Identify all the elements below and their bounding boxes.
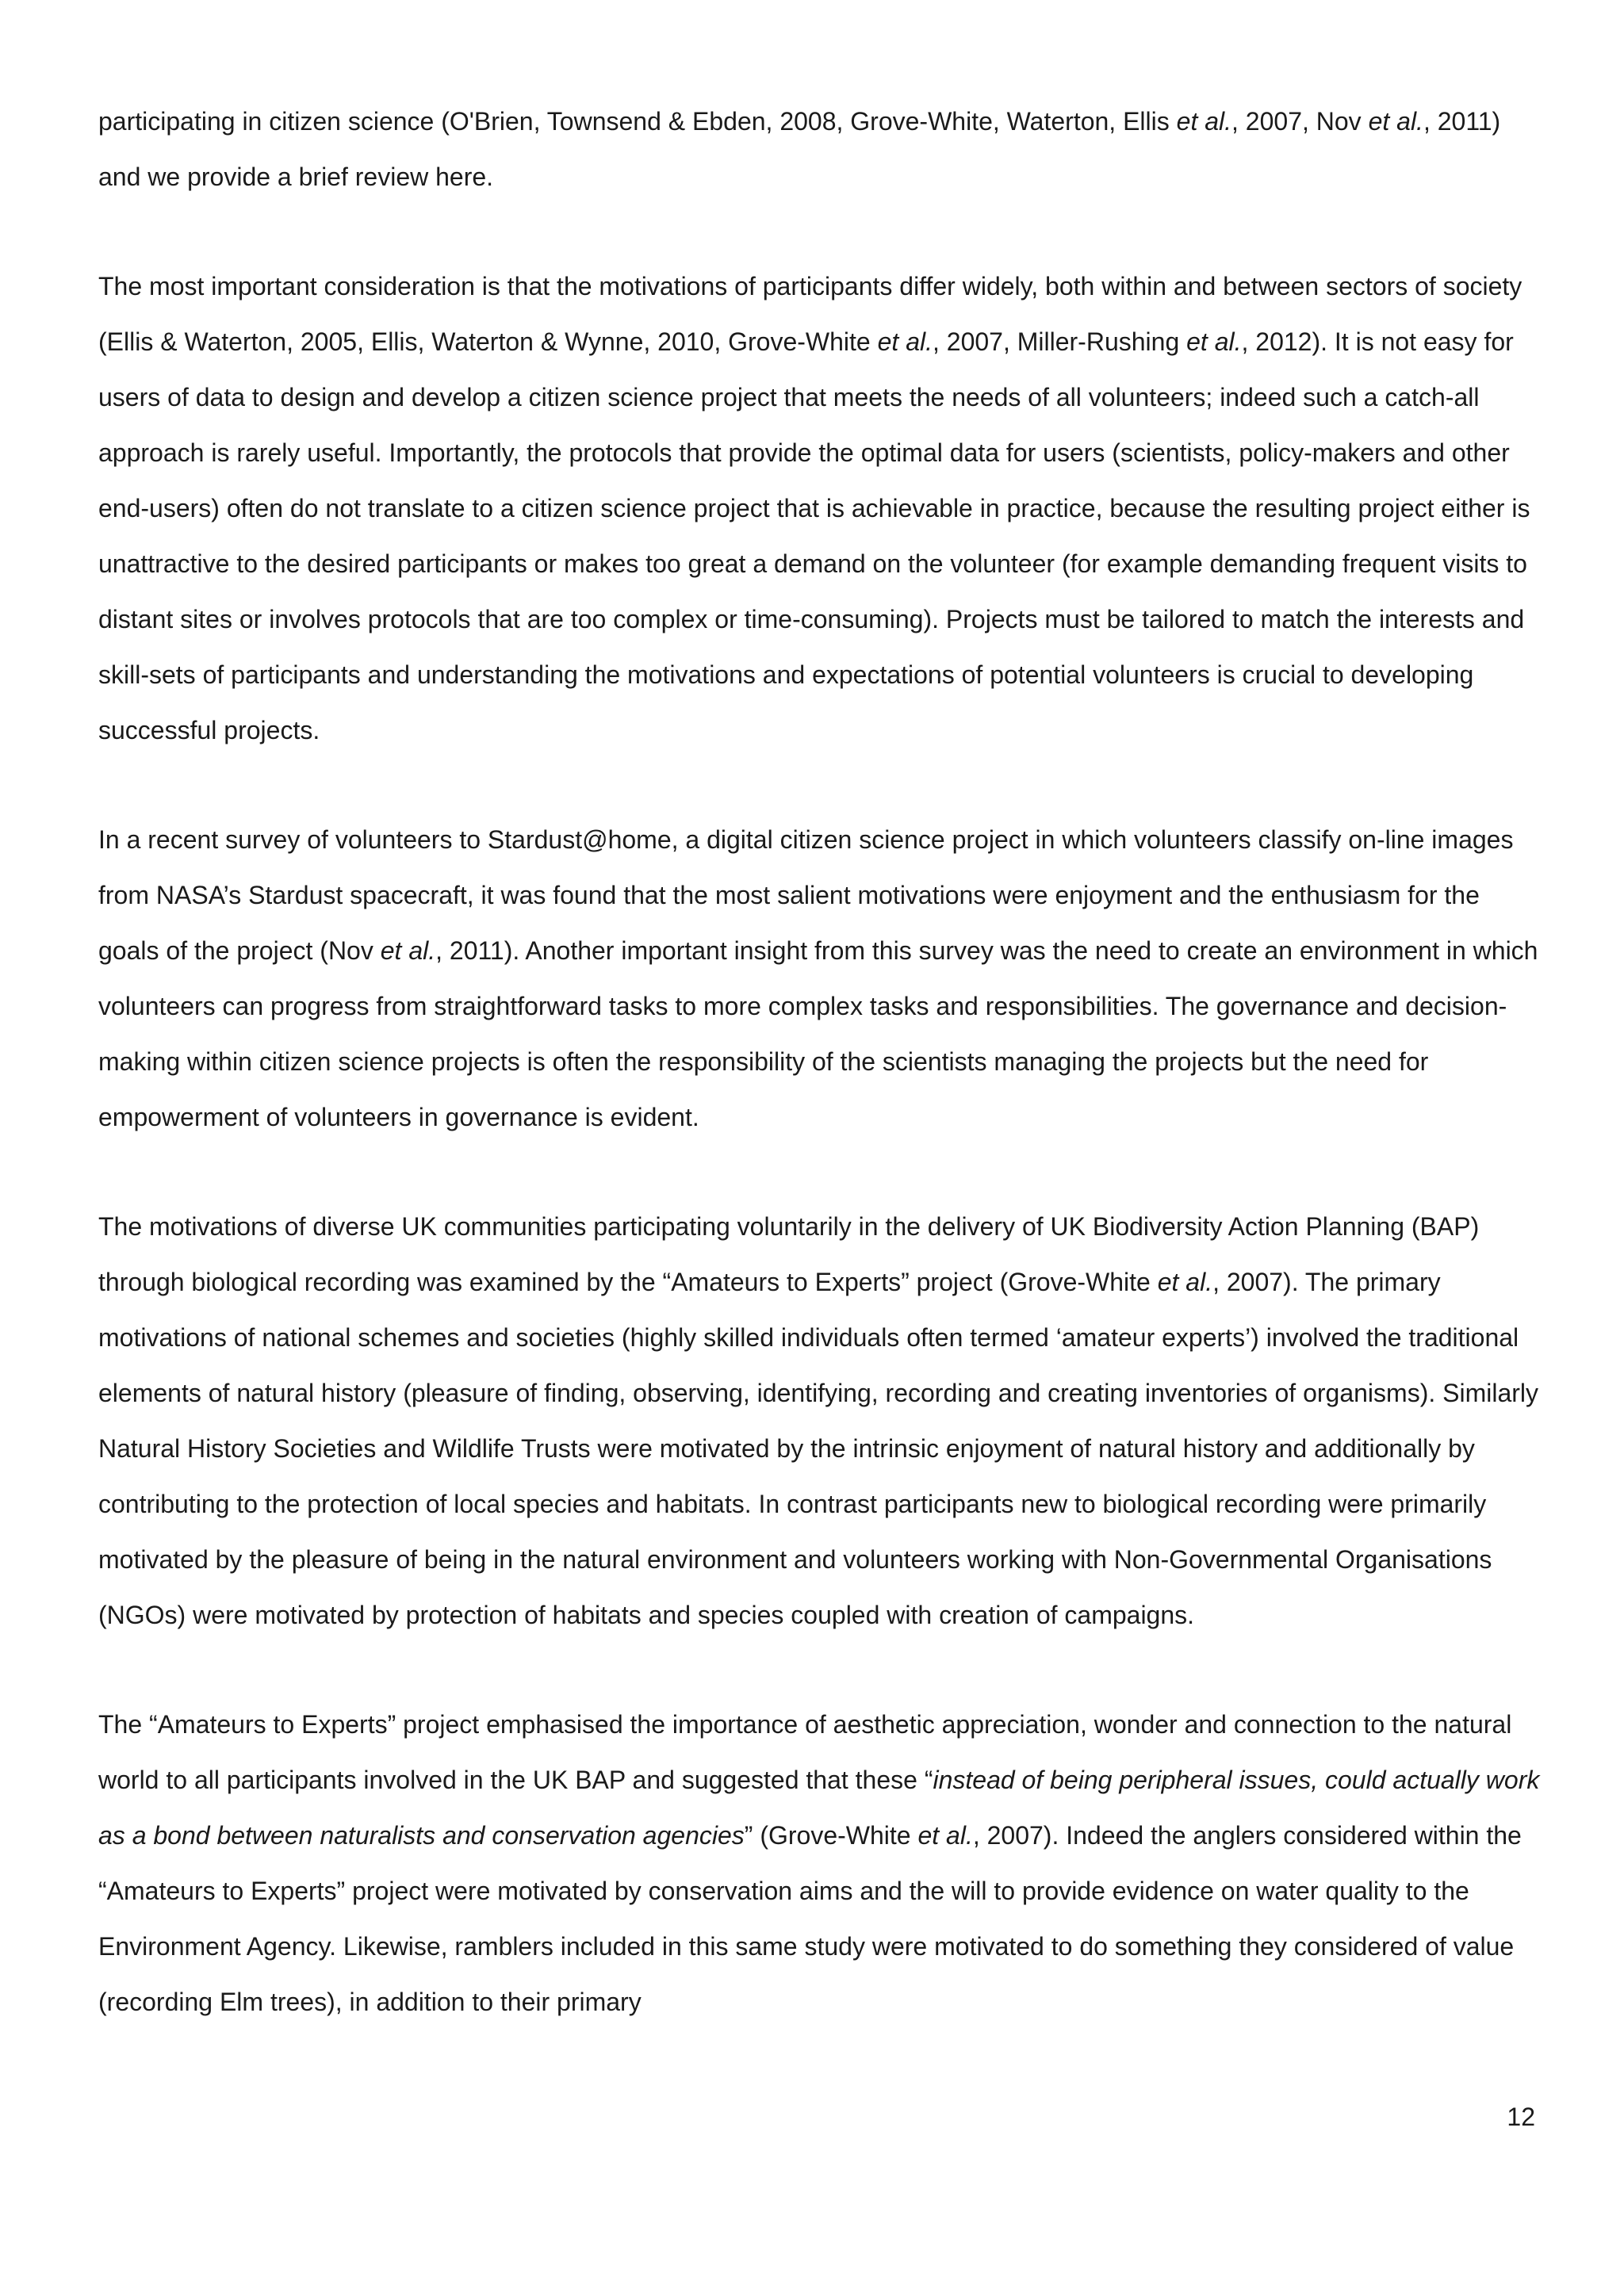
italic-text: et al. <box>1157 1268 1213 1296</box>
paragraph <box>98 1697 1546 2030</box>
text-run: , 2011). Another important insight from this survey was the need to create an environment in which volunteers can progress from straightforward tasks to more complex tasks and responsibilities. The governance and decision-making within citizen science projects is often the responsibility of the scientists managing the projects but the need for empowerment of volunteers in governance is evident. <box>98 936 1538 1131</box>
text-run: The “Amateurs to Experts” project emphasised the importance of aesthetic appreciation, wonder and connection to the natural world to all participants involved in the UK BAP and suggested that these “ <box>98 1710 1512 1794</box>
paragraph <box>98 812 1546 1145</box>
text-run: , 2007, Miller-Rushing <box>932 327 1187 356</box>
italic-text: et al. <box>1368 107 1423 136</box>
text-run: ” (Grove-White <box>744 1821 918 1850</box>
text-run: , 2007, Nov <box>1231 107 1369 136</box>
text-run: participating in citizen science (O'Brien, Townsend & Ebden, 2008, Grove-White, Waterton, Ellis <box>98 107 1177 136</box>
italic-text: et al. <box>1176 107 1232 136</box>
italic-text: et al. <box>380 936 436 965</box>
text-run: In a recent survey of volunteers to Stardust@home, a digital citizen science project in which volunteers classify on-line images from NASA’s Stardust spacecraft, it was found that the most salient motivations were enjoyment and the enthusiasm for the goals of the project (Nov <box>98 825 1514 965</box>
text-run: , 2007). The primary motivations of national schemes and societies (highly skilled individuals often termed ‘amateur experts’) involved the traditional elements of natural history (pleasure of finding, observing, identifying, recording and creating inventories of organisms). Similarly Natural History Societies and Wildlife Trusts were motivated by the intrinsic enjoyment of natural history and additionally by contributing to the protection of local species and habitats. In contrast participants new to biological recording were primarily motivated by the pleasure of being in the natural environment and volunteers working with Non-Governmental Organisations (NGOs) were motivated by protection of habitats and species coupled with creation of campaigns. <box>98 1268 1539 1629</box>
italic-text: instead of being peripheral issues, could actually work as a bond between naturalists and conservation agencies <box>98 1766 1540 1850</box>
paragraph <box>98 94 1546 205</box>
document-body <box>98 94 1546 2084</box>
text-run: , 2007). Indeed the anglers considered within the “Amateurs to Experts” project were motivated by conservation aims and the will to provide evidence on water quality to the Environment Agency. Likewise, ramblers included in this same study were motivated to do something they considered of value (recording Elm trees), in addition to their primary <box>98 1821 1522 2016</box>
text-run: The most important consideration is that the motivations of participants differ widely, both within and between sectors of society (Ellis & Waterton, 2005, Ellis, Waterton & Wynne, 2010, Grove-White <box>98 272 1522 356</box>
italic-text: et al. <box>877 327 933 356</box>
italic-text: et al. <box>917 1821 973 1850</box>
paragraph <box>98 1199 1546 1643</box>
page-number: 12 <box>1507 2103 1535 2131</box>
paragraph <box>98 258 1546 758</box>
text-run: , 2012). It is not easy for users of data to design and develop a citizen science project that meets the needs of all volunteers; indeed such a catch-all approach is rarely useful. Importantly, the protocols that provide the optimal data for users (scientists, policy-makers and other end-users) often do not translate to a citizen science project that is achievable in practice, because the resulting project either is unattractive to the desired participants or makes too great a demand on the volunteer (for example demanding frequent visits to distant sites or involves protocols that are too complex or time-consuming). Projects must be tailored to match the interests and skill-sets of participants and understanding the motivations and expectations of potential volunteers is crucial to developing successful projects. <box>98 327 1530 744</box>
text-run: , 2011) and we provide a brief review here. <box>98 107 1501 191</box>
italic-text: et al. <box>1186 327 1242 356</box>
text-run: The motivations of diverse UK communities participating voluntarily in the delivery of UK Biodiversity Action Planning (BAP) through biological recording was examined by the “Amateurs to Experts” project (Grove-White <box>98 1212 1480 1296</box>
